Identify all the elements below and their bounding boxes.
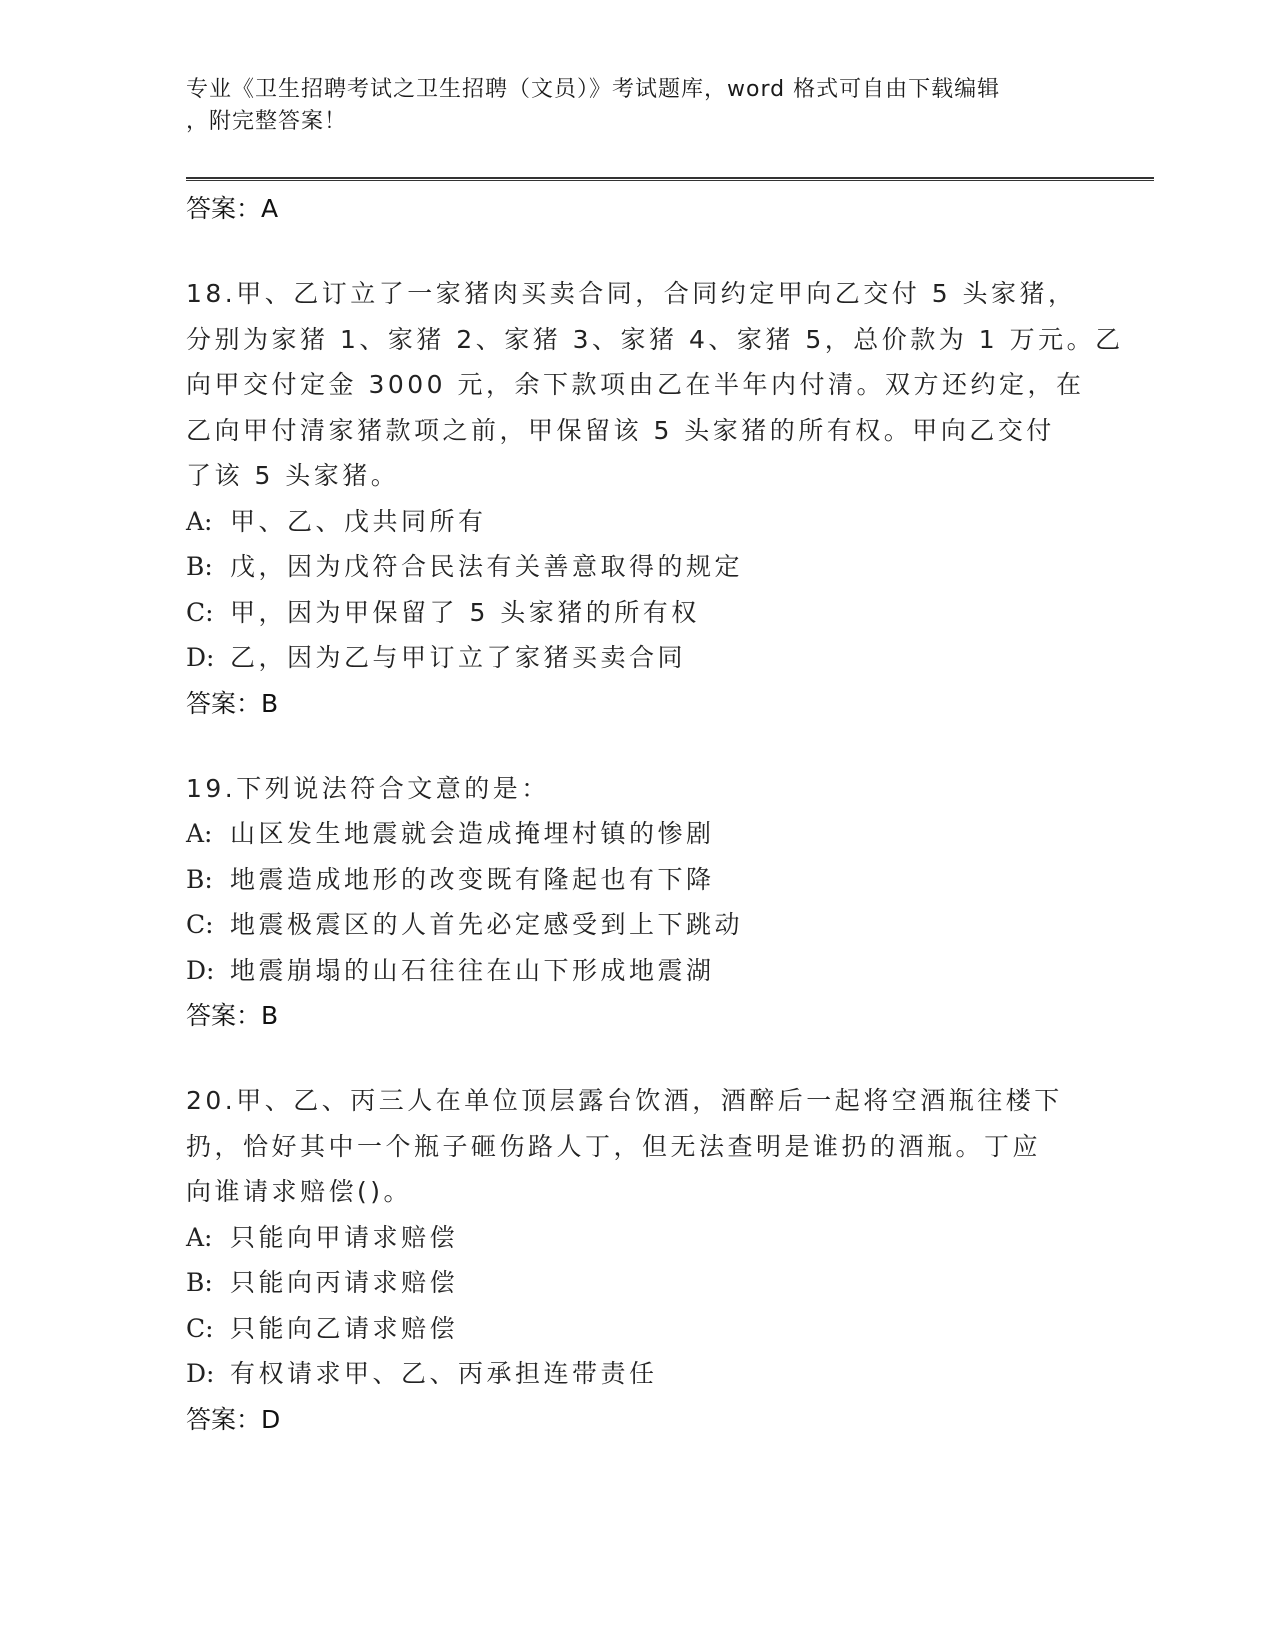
option-key: A: bbox=[186, 819, 213, 848]
question-text bbox=[186, 766, 1066, 812]
question-line: 乙向甲付清家猪款项之前，甲保留该 5 头家猪的所有权。甲向乙交付 bbox=[186, 415, 1055, 445]
option-text: 地震崩塌的山石往往在山下形成地震湖 bbox=[230, 955, 715, 985]
option-a bbox=[186, 1215, 1086, 1261]
option-d bbox=[186, 1351, 1086, 1397]
option-key: A: bbox=[186, 506, 213, 536]
spacer bbox=[186, 726, 1086, 766]
option-c bbox=[186, 902, 1086, 948]
option-d bbox=[186, 635, 1086, 681]
option-c bbox=[186, 590, 1086, 636]
document-header bbox=[186, 74, 1086, 138]
header-line-1: 专业《卫生招聘考试之卫生招聘（文员）》考试题库，word 格式可自由下载编辑 bbox=[186, 77, 1001, 102]
option-key: C: bbox=[186, 910, 214, 939]
question-line: 向甲交付定金 3000 元，余下款项由乙在半年内付清。双方还约定，在 bbox=[186, 370, 1085, 399]
option-c bbox=[186, 1306, 1086, 1352]
option-text: 地震造成地形的改变既有隆起也有下降 bbox=[230, 864, 715, 894]
option-b bbox=[186, 1260, 1086, 1306]
option-text: 山区发生地震就会造成掩埋村镇的惨剧 bbox=[230, 819, 715, 848]
option-text: 只能向乙请求赔偿 bbox=[230, 1313, 459, 1343]
option-a bbox=[186, 499, 1086, 545]
question-block bbox=[186, 1078, 1086, 1442]
option-d bbox=[186, 948, 1086, 994]
option-text: 只能向甲请求赔偿 bbox=[230, 1222, 459, 1252]
option-b bbox=[186, 857, 1086, 903]
question-text bbox=[186, 271, 1124, 499]
question-line: 了该 5 头家猪。 bbox=[186, 461, 400, 490]
question-text bbox=[186, 1078, 1066, 1215]
option-text: 只能向丙请求赔偿 bbox=[230, 1268, 459, 1297]
question-block bbox=[186, 766, 1086, 1039]
option-text: 戊，因为戊符合民法有关善意取得的规定 bbox=[230, 552, 744, 581]
answer-line: 答案：A bbox=[186, 194, 279, 223]
question-line: 19.下列说法符合文意的是： bbox=[186, 773, 550, 803]
option-b bbox=[186, 544, 1086, 590]
answer-line: 答案：D bbox=[186, 1404, 281, 1434]
option-a bbox=[186, 811, 1086, 857]
header-line-2: ，附完整答案！ bbox=[186, 109, 348, 134]
option-key: B: bbox=[186, 552, 213, 581]
question-line: 20.甲、乙、丙三人在单位顶层露台饮酒，酒醉后一起将空酒瓶往楼下 bbox=[186, 1086, 1063, 1115]
question-line: 18.甲、乙订立了一家猪肉买卖合同，合同约定甲向乙交付 5 头家猪， bbox=[186, 279, 1077, 308]
question-line: 向谁请求赔偿()。 bbox=[186, 1177, 413, 1206]
option-text: 乙，因为乙与甲订立了家猪买卖合同 bbox=[230, 643, 687, 672]
option-text: 甲、乙、戊共同所有 bbox=[230, 506, 487, 536]
document-content bbox=[186, 186, 1124, 1442]
header-divider bbox=[186, 177, 1154, 181]
option-text: 有权请求甲、乙、丙承担连带责任 bbox=[230, 1359, 658, 1388]
option-key: D: bbox=[186, 1359, 215, 1388]
option-key: C: bbox=[186, 1313, 214, 1343]
option-text: 甲，因为甲保留了 5 头家猪的所有权 bbox=[230, 597, 700, 627]
option-key: A: bbox=[186, 1222, 213, 1252]
option-key: C: bbox=[186, 597, 214, 627]
option-key: B: bbox=[186, 864, 213, 894]
option-key: B: bbox=[186, 1268, 213, 1297]
option-key: D: bbox=[186, 643, 215, 672]
answer-line: 答案：B bbox=[186, 688, 279, 718]
option-key: D: bbox=[186, 955, 215, 985]
option-text: 地震极震区的人首先必定感受到上下跳动 bbox=[230, 910, 744, 939]
question-line: 扔，恰好其中一个瓶子砸伤路人丁，但无法查明是谁扔的酒瓶。丁应 bbox=[186, 1131, 1042, 1161]
spacer bbox=[186, 1038, 1086, 1078]
spacer bbox=[186, 231, 1086, 271]
answer-line: 答案：B bbox=[186, 1001, 279, 1030]
question-line: 分别为家猪 1、家猪 2、家猪 3、家猪 4、家猪 5，总价款为 1 万元。乙 bbox=[186, 324, 1124, 354]
question-block bbox=[186, 271, 1124, 726]
